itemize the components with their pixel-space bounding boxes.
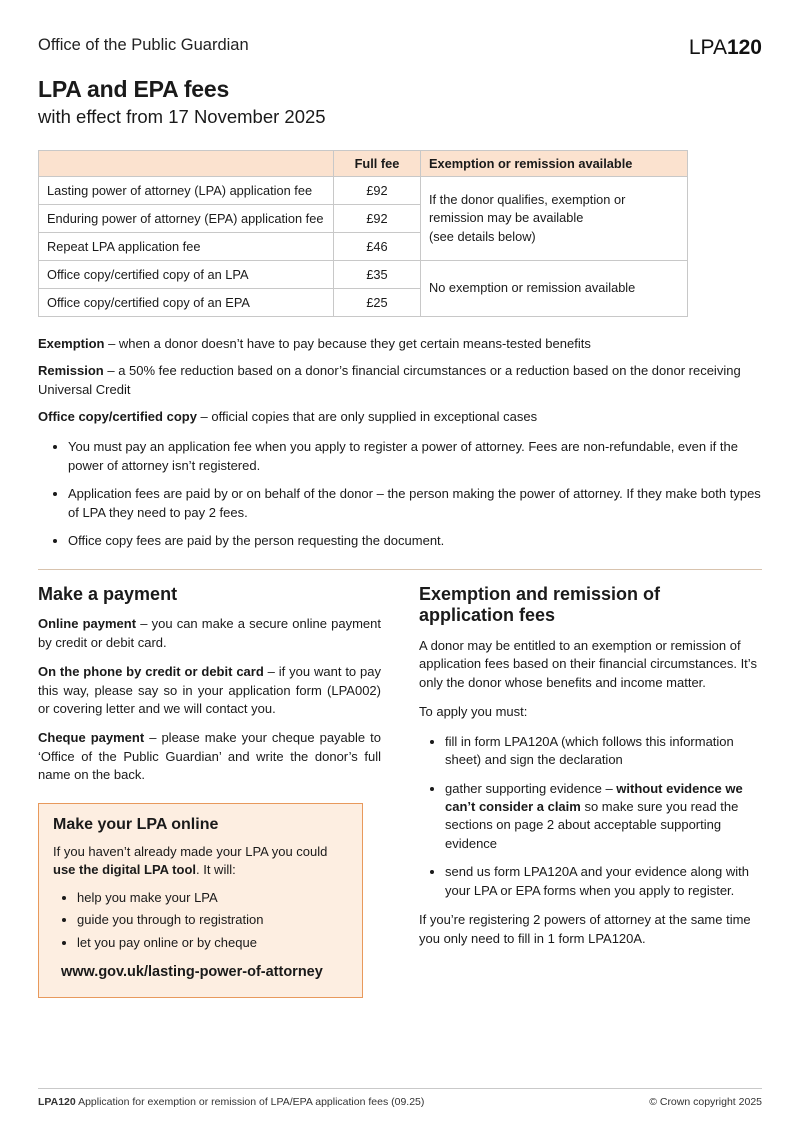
two-column-section (38, 584, 762, 998)
digital-lpa-callout (38, 803, 363, 998)
list-item: • guide you through to registration (77, 910, 348, 930)
definition-text: – official copies that are only supplied in exceptional cases (196, 408, 538, 424)
organisation-name: Office of the Public Guardian (38, 36, 249, 54)
exemption-remission-column (419, 584, 762, 998)
list-item (445, 780, 762, 854)
list-item: • Application fees are paid by or on behalf of the donor – the person making the power of attorney. If they make both types of LPA they need to pay 2 fees. (68, 485, 762, 523)
section-divider (38, 569, 762, 570)
apply-steps-list (419, 733, 762, 901)
footer-left (38, 1096, 424, 1108)
fee-item-label: Repeat LPA application fee (39, 233, 334, 261)
step-text: fill in form LPA120A (which follows this information sheet) and sign the declaration (445, 733, 734, 768)
exemption-note-line-1: If the donor qualifies, exemption or (429, 192, 626, 208)
exemption-note-group-1 (421, 177, 688, 261)
apply-lead-in: To apply you must: (419, 704, 528, 720)
cheque-payment-label: Cheque payment (38, 730, 145, 746)
phone-payment-label: On the phone by credit or debit card (38, 664, 264, 680)
footer-copyright: © Crown copyright 2025 (649, 1096, 762, 1108)
form-code (689, 36, 762, 60)
fee-amount: £92 (334, 177, 421, 205)
callout-intro-tail: . It will: (196, 862, 236, 878)
list-item (445, 863, 762, 900)
callout-intro-bold: use the digital LPA tool (53, 862, 196, 878)
column-header-item (39, 151, 334, 177)
list-item: • let you pay online or by cheque (77, 933, 348, 953)
online-payment-paragraph (38, 615, 381, 652)
column-header-full-fee: Full fee (334, 151, 421, 177)
definition-text: – when a donor doesn’t have to pay because they get certain means-tested benefits (104, 336, 591, 351)
phone-payment-paragraph (38, 663, 381, 718)
document-header (38, 36, 762, 60)
list-item (445, 733, 762, 770)
definitions-list (38, 335, 762, 426)
step-text-after: so make sure you read the sections on page 2 about acceptable supporting evidence (445, 798, 739, 851)
column-header-exemption: Exemption or remission available (421, 151, 688, 177)
online-payment-label: Online payment (38, 616, 137, 632)
definition-term: Office copy/certified copy (38, 408, 197, 424)
exemption-note-line-3: (see details below) (429, 228, 536, 244)
footer-description: Application for exemption or remission of LPA/EPA application fees (09.25) (75, 1096, 425, 1108)
make-a-payment-heading: Make a payment (38, 583, 178, 604)
table-row (39, 261, 688, 289)
fee-item-label: Office copy/certified copy of an LPA (39, 261, 334, 289)
form-code-prefix: LPA (688, 36, 727, 59)
callout-heading: Make your LPA online (53, 815, 219, 833)
definition-remission (38, 362, 762, 400)
fees-table (38, 150, 688, 317)
callout-url[interactable]: www.gov.uk/lasting-power-of-attorney (61, 964, 323, 981)
definition-office-copy (38, 408, 762, 427)
fee-item-label: Enduring power of attorney (EPA) application fee (39, 205, 334, 233)
callout-list (53, 888, 348, 953)
step-text-before: gather supporting evidence – (445, 780, 617, 796)
general-notes-list (38, 438, 762, 550)
definition-text: – a 50% fee reduction based on a donor’s financial circumstances or a reduction based on the donor receiving Universal Credit (38, 362, 741, 397)
fee-amount: £25 (334, 289, 421, 317)
callout-intro-plain: If you haven’t already made your LPA you could (53, 843, 328, 859)
heading-line-1: Exemption and remission of (419, 583, 661, 604)
fee-amount: £46 (334, 233, 421, 261)
online-payment-text: – you can make a secure online payment by credit or debit card. (38, 616, 381, 650)
definition-exemption (38, 335, 762, 354)
list-item: • You must pay an application fee when you apply to register a power of attorney. Fees are non-refundable, even if the power of attorney isn’t registered. (68, 438, 762, 476)
step-text: send us form LPA120A and your evidence along with your LPA or EPA forms when you apply to register. (445, 864, 750, 898)
table-row (39, 177, 688, 205)
fee-amount: £92 (334, 205, 421, 233)
callout-intro (53, 843, 348, 880)
cheque-payment-paragraph (38, 729, 381, 784)
exemption-closing: If you’re registering 2 powers of attorney at the same time you only need to fill in 1 form LPA120A. (419, 912, 751, 946)
definition-term: Exemption (38, 336, 105, 351)
step-text-bold: without evidence we can’t consider a claim (445, 780, 743, 814)
footer-form-code: LPA120 (38, 1096, 76, 1108)
page-title: LPA and EPA fees (38, 76, 230, 102)
page-footer (38, 1088, 762, 1108)
form-code-number: 120 (726, 36, 762, 59)
fee-item-label: Office copy/certified copy of an EPA (39, 289, 334, 317)
exemption-note-line-2: remission may be available (429, 210, 584, 226)
phone-payment-text: – if you want to pay this way, please say so in your application form (LPA002) or covering letter and we will contact you. (38, 664, 381, 716)
cheque-payment-text: – please make your cheque payable to ‘Office of the Public Guardian’ and write the donor’s full name on the back. (38, 730, 381, 783)
list-item: • help you make your LPA (77, 888, 348, 908)
title-block (38, 76, 762, 128)
exemption-section-heading (419, 584, 762, 627)
fee-amount: £35 (334, 261, 421, 289)
exemption-note-group-2: No exemption or remission available (421, 261, 688, 317)
definition-term: Remission (38, 362, 104, 378)
make-a-payment-column (38, 584, 381, 998)
heading-line-2: application fees (419, 605, 556, 626)
exemption-intro: A donor may be entitled to an exemption or remission of application fees based on their financial circumstances. It’s only the donor whose benefits and income matter. (419, 637, 757, 690)
page-subtitle: with effect from 17 November 2025 (38, 106, 326, 127)
list-item: • Office copy fees are paid by the person requesting the document. (68, 532, 762, 551)
table-header-row (39, 151, 688, 177)
fee-item-label: Lasting power of attorney (LPA) application fee (39, 177, 334, 205)
